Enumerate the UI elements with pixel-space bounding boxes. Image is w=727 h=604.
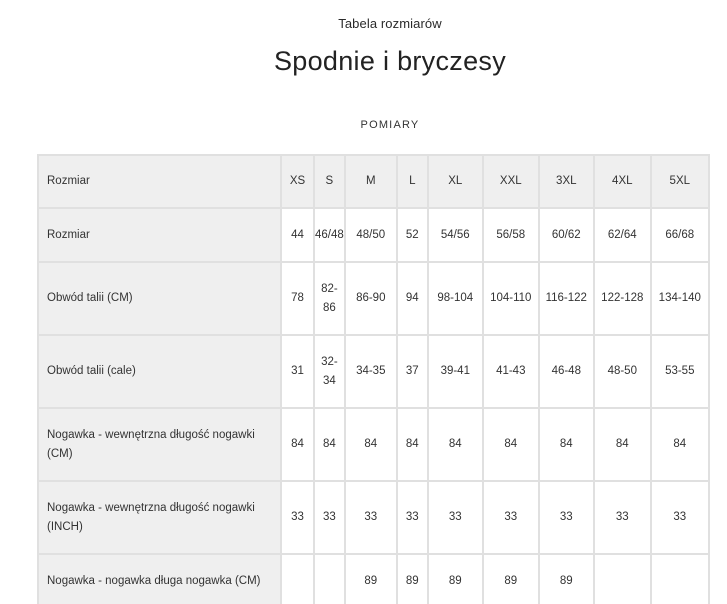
table-cell: 84	[539, 408, 594, 481]
table-cell: 134-140	[651, 262, 709, 335]
table-cell: 34-35	[345, 335, 397, 408]
table-cell: 33	[314, 481, 345, 554]
table-cell: 32-34	[314, 335, 345, 408]
table-cell: 52	[397, 208, 428, 262]
table-cell: 60/62	[539, 208, 594, 262]
table-cell	[314, 554, 345, 604]
table-cell: 84	[483, 408, 539, 481]
table-cell: 53-55	[651, 335, 709, 408]
column-header-cell: 3XL	[539, 155, 594, 208]
column-header-cell: 5XL	[651, 155, 709, 208]
table-header-row	[38, 155, 709, 208]
table-cell: 46-48	[539, 335, 594, 408]
table-cell: 41-43	[483, 335, 539, 408]
table-cell: 33	[428, 481, 483, 554]
table-cell: 48-50	[594, 335, 651, 408]
table-cell	[281, 554, 314, 604]
row-label: Obwód talii (cale)	[38, 335, 281, 408]
table-cell: 33	[397, 481, 428, 554]
table-cell	[594, 554, 651, 604]
table-cell: 82-86	[314, 262, 345, 335]
row-label: Rozmiar	[38, 208, 281, 262]
table-cell: 84	[314, 408, 345, 481]
table-row	[38, 408, 709, 481]
table-cell: 78	[281, 262, 314, 335]
section-label: POMIARY	[360, 119, 420, 131]
size-table	[37, 154, 710, 604]
table-cell: 104-110	[483, 262, 539, 335]
row-label: Nogawka - wewnętrzna długość nogawki (CM)	[38, 408, 281, 481]
table-cell: 89	[345, 554, 397, 604]
table-cell: 62/64	[594, 208, 651, 262]
corner-header-cell: Rozmiar	[38, 155, 281, 208]
table-row	[38, 208, 709, 262]
column-header-cell: XL	[428, 155, 483, 208]
row-label: Nogawka - nogawka długa nogawka (CM)	[38, 554, 281, 604]
table-cell: 84	[281, 408, 314, 481]
column-header-cell: 4XL	[594, 155, 651, 208]
table-row	[38, 335, 709, 408]
column-header-cell: M	[345, 155, 397, 208]
table-cell: 94	[397, 262, 428, 335]
table-cell: 31	[281, 335, 314, 408]
row-label: Obwód talii (CM)	[38, 262, 281, 335]
table-cell: 86-90	[345, 262, 397, 335]
row-label: Nogawka - wewnętrzna długość nogawki (INCH)	[38, 481, 281, 554]
table-cell: 37	[397, 335, 428, 408]
column-header-cell: S	[314, 155, 345, 208]
table-cell: 33	[483, 481, 539, 554]
table-cell: 44	[281, 208, 314, 262]
page-kicker: Tabela rozmiarów	[338, 16, 442, 31]
table-cell: 48/50	[345, 208, 397, 262]
table-cell: 89	[397, 554, 428, 604]
table-cell: 89	[483, 554, 539, 604]
table-cell: 89	[539, 554, 594, 604]
table-cell: 84	[594, 408, 651, 481]
table-row	[38, 262, 709, 335]
table-cell: 84	[345, 408, 397, 481]
table-cell: 56/58	[483, 208, 539, 262]
table-cell: 98-104	[428, 262, 483, 335]
table-cell: 33	[651, 481, 709, 554]
table-cell	[651, 554, 709, 604]
table-cell: 116-122	[539, 262, 594, 335]
table-cell: 122-128	[594, 262, 651, 335]
table-cell: 84	[651, 408, 709, 481]
table-cell: 46/48	[314, 208, 345, 262]
table-cell: 84	[428, 408, 483, 481]
table-cell: 33	[594, 481, 651, 554]
table-cell: 33	[281, 481, 314, 554]
table-cell: 33	[539, 481, 594, 554]
page-title: Spodnie i bryczesy	[273, 46, 506, 76]
table-cell: 84	[397, 408, 428, 481]
table-cell: 39-41	[428, 335, 483, 408]
table-row	[38, 554, 709, 604]
column-header-cell: XS	[281, 155, 314, 208]
column-header-cell: XXL	[483, 155, 539, 208]
table-cell: 89	[428, 554, 483, 604]
table-cell: 33	[345, 481, 397, 554]
table-cell: 54/56	[428, 208, 483, 262]
column-header-cell: L	[397, 155, 428, 208]
table-cell: 66/68	[651, 208, 709, 262]
table-row	[38, 481, 709, 554]
